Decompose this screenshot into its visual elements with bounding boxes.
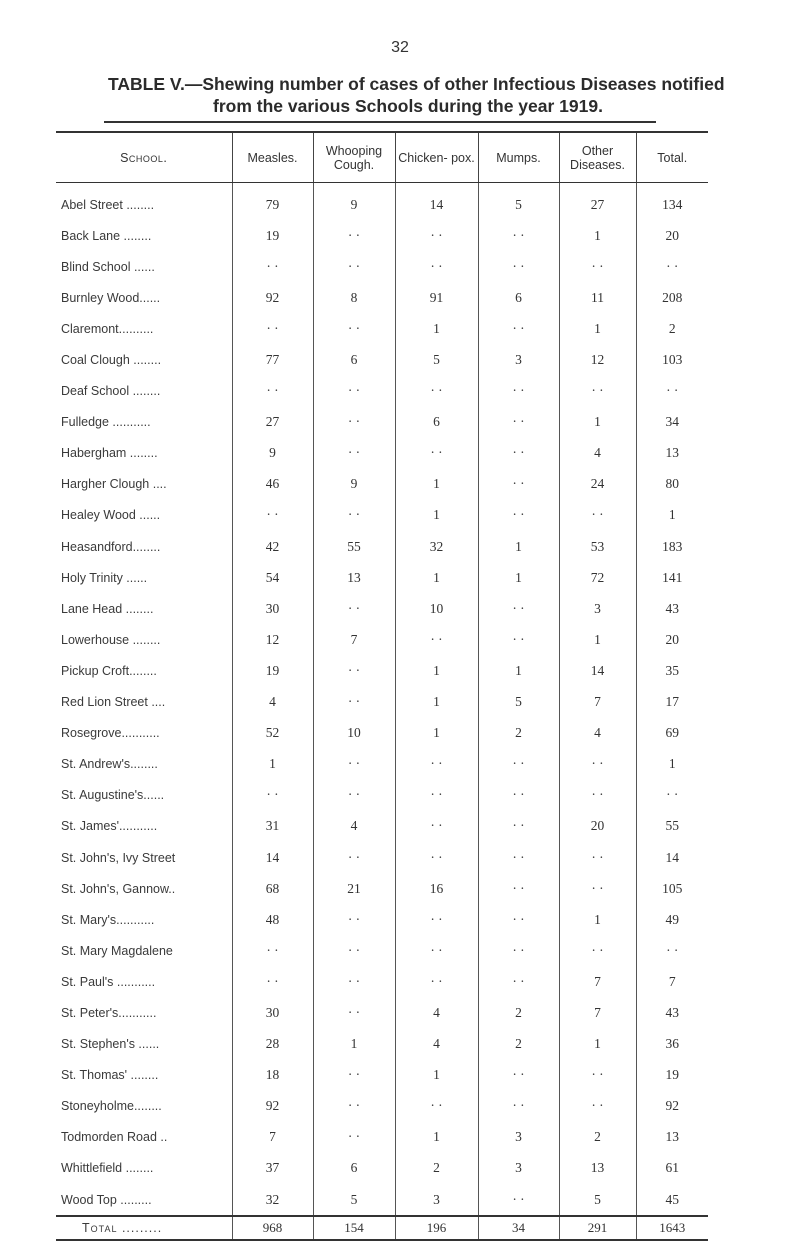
measles-cell: 48 xyxy=(232,904,313,935)
chicken-pox-cell: 2 xyxy=(395,1153,478,1184)
total-mumps: 34 xyxy=(478,1216,559,1240)
total-cell: 103 xyxy=(636,344,708,375)
other-diseases-cell: 7 xyxy=(559,687,636,718)
school-name-cell: St. Thomas' ........ xyxy=(61,1068,159,1083)
mumps-cell: 1 xyxy=(478,562,559,593)
total-cell: 183 xyxy=(636,531,708,562)
whooping-cough-cell: · · xyxy=(313,376,395,407)
measles-cell: 30 xyxy=(232,997,313,1028)
table-row xyxy=(56,873,708,904)
header-total: Total. xyxy=(636,132,708,183)
table-row xyxy=(56,1122,708,1153)
school-name-cell: Red Lion Street .... xyxy=(61,695,166,710)
whooping-cough-cell: · · xyxy=(313,1122,395,1153)
school-name-cell: Wood Top ......... xyxy=(61,1192,152,1207)
school-name-cell: St. Peter's........... xyxy=(61,1005,157,1020)
chicken-pox-cell: · · xyxy=(395,251,478,282)
chicken-pox-cell: · · xyxy=(395,624,478,655)
other-diseases-cell: · · xyxy=(559,935,636,966)
mumps-cell: · · xyxy=(478,251,559,282)
total-cell: 43 xyxy=(636,997,708,1028)
total-whooping-cough: 154 xyxy=(313,1216,395,1240)
chicken-pox-cell: 91 xyxy=(395,282,478,313)
school-name-cell: Habergham ........ xyxy=(61,446,158,461)
other-diseases-cell: 12 xyxy=(559,344,636,375)
other-diseases-cell: 5 xyxy=(559,1184,636,1216)
school-name-cell: Deaf School ........ xyxy=(61,384,161,399)
measles-cell: 9 xyxy=(232,438,313,469)
measles-cell: · · xyxy=(232,500,313,531)
measles-cell: 46 xyxy=(232,469,313,500)
table-row xyxy=(56,438,708,469)
chicken-pox-cell: 1 xyxy=(395,718,478,749)
other-diseases-cell: 53 xyxy=(559,531,636,562)
total-cell: 49 xyxy=(636,904,708,935)
other-diseases-cell: · · xyxy=(559,1060,636,1091)
table-row xyxy=(56,780,708,811)
chicken-pox-cell: 1 xyxy=(395,1060,478,1091)
school-name-cell: Stoneyholme........ xyxy=(61,1099,162,1114)
chicken-pox-cell: 1 xyxy=(395,500,478,531)
mumps-cell: · · xyxy=(478,935,559,966)
mumps-cell: · · xyxy=(478,966,559,997)
school-name-cell: Lane Head ........ xyxy=(61,601,154,616)
mumps-cell: 6 xyxy=(478,282,559,313)
school-name-cell: St. Stephen's ...... xyxy=(61,1037,160,1052)
measles-cell: 19 xyxy=(232,655,313,686)
header-mumps: Mumps. xyxy=(478,132,559,183)
school-name-cell: Blind School ...... xyxy=(61,259,155,274)
school-name-cell: Pickup Croft........ xyxy=(61,663,157,678)
other-diseases-cell: 4 xyxy=(559,438,636,469)
table-row xyxy=(56,1029,708,1060)
table-row xyxy=(56,562,708,593)
other-diseases-cell: 14 xyxy=(559,655,636,686)
table-row xyxy=(56,1153,708,1184)
total-chicken-pox: 196 xyxy=(395,1216,478,1240)
chicken-pox-cell: · · xyxy=(395,220,478,251)
table-row xyxy=(56,593,708,624)
mumps-cell: · · xyxy=(478,438,559,469)
other-diseases-cell: · · xyxy=(559,749,636,780)
chicken-pox-cell: 1 xyxy=(395,313,478,344)
whooping-cough-cell: · · xyxy=(313,1091,395,1122)
school-name-cell: St. John's, Gannow.. xyxy=(61,881,176,896)
total-cell: 92 xyxy=(636,1091,708,1122)
whooping-cough-cell: 9 xyxy=(313,183,395,221)
mumps-cell: · · xyxy=(478,904,559,935)
header-school: School. xyxy=(56,132,232,183)
total-cell: 34 xyxy=(636,407,708,438)
measles-cell: 19 xyxy=(232,220,313,251)
whooping-cough-cell: · · xyxy=(313,500,395,531)
school-name-cell: Todmorden Road .. xyxy=(61,1130,168,1145)
infectious-diseases-table xyxy=(56,131,708,1241)
mumps-cell: · · xyxy=(478,500,559,531)
total-cell: 1 xyxy=(636,749,708,780)
whooping-cough-cell: 6 xyxy=(313,344,395,375)
table-row xyxy=(56,531,708,562)
whooping-cough-cell: 7 xyxy=(313,624,395,655)
school-name-cell: St. John's, Ivy Street xyxy=(61,850,176,865)
header-row xyxy=(56,132,708,183)
chicken-pox-cell: 16 xyxy=(395,873,478,904)
other-diseases-cell: 72 xyxy=(559,562,636,593)
total-other-diseases: 291 xyxy=(559,1216,636,1240)
table-row xyxy=(56,251,708,282)
mumps-cell: 5 xyxy=(478,183,559,221)
mumps-cell: · · xyxy=(478,1060,559,1091)
measles-cell: · · xyxy=(232,313,313,344)
mumps-cell: · · xyxy=(478,749,559,780)
school-name-cell: Whittlefield ........ xyxy=(61,1161,154,1176)
measles-cell: 7 xyxy=(232,1122,313,1153)
mumps-cell: 2 xyxy=(478,1029,559,1060)
school-name-cell: Fulledge ........... xyxy=(61,415,151,430)
measles-cell: 77 xyxy=(232,344,313,375)
total-cell: 61 xyxy=(636,1153,708,1184)
mumps-cell: 1 xyxy=(478,531,559,562)
total-cell: · · xyxy=(636,935,708,966)
chicken-pox-cell: 1 xyxy=(395,687,478,718)
school-name-cell: Hargher Clough .... xyxy=(61,477,167,492)
chicken-pox-cell: 1 xyxy=(395,469,478,500)
table-row xyxy=(56,997,708,1028)
total-measles: 968 xyxy=(232,1216,313,1240)
header-measles: Measles. xyxy=(232,132,313,183)
table-row xyxy=(56,376,708,407)
table-row xyxy=(56,624,708,655)
table-title xyxy=(108,73,748,117)
other-diseases-cell: 7 xyxy=(559,966,636,997)
other-diseases-cell: · · xyxy=(559,251,636,282)
other-diseases-cell: · · xyxy=(559,376,636,407)
mumps-cell: 3 xyxy=(478,1153,559,1184)
other-diseases-cell: 13 xyxy=(559,1153,636,1184)
table-row xyxy=(56,718,708,749)
total-cell: 69 xyxy=(636,718,708,749)
total-cell: 20 xyxy=(636,624,708,655)
total-cell: 7 xyxy=(636,966,708,997)
whooping-cough-cell: · · xyxy=(313,593,395,624)
chicken-pox-cell: · · xyxy=(395,935,478,966)
mumps-cell: · · xyxy=(478,873,559,904)
school-name-cell: Abel Street ........ xyxy=(61,197,155,212)
school-name-cell: Coal Clough ........ xyxy=(61,353,162,368)
whooping-cough-cell: · · xyxy=(313,842,395,873)
measles-cell: · · xyxy=(232,780,313,811)
school-name-cell: Lowerhouse ........ xyxy=(61,632,161,647)
total-label: Total ......... xyxy=(56,1216,232,1240)
measles-cell: · · xyxy=(232,966,313,997)
mumps-cell: · · xyxy=(478,220,559,251)
measles-cell: 92 xyxy=(232,1091,313,1122)
table-row xyxy=(56,842,708,873)
measles-cell: 52 xyxy=(232,718,313,749)
chicken-pox-cell: 10 xyxy=(395,593,478,624)
whooping-cough-cell: 5 xyxy=(313,1184,395,1216)
table-title-line-1: TABLE V.—Shewing number of cases of other Infectious Diseases notified xyxy=(108,74,725,94)
measles-cell: 18 xyxy=(232,1060,313,1091)
measles-cell: 37 xyxy=(232,1153,313,1184)
total-cell: 43 xyxy=(636,593,708,624)
mumps-cell: · · xyxy=(478,313,559,344)
whooping-cough-cell: 55 xyxy=(313,531,395,562)
chicken-pox-cell: · · xyxy=(395,780,478,811)
other-diseases-cell: · · xyxy=(559,1091,636,1122)
school-name-cell: St. Mary Magdalene xyxy=(61,943,173,958)
title-rule xyxy=(104,121,656,123)
chicken-pox-cell: · · xyxy=(395,842,478,873)
total-cell: 13 xyxy=(636,438,708,469)
whooping-cough-cell: · · xyxy=(313,407,395,438)
header-chicken-pox: Chicken- pox. xyxy=(395,132,478,183)
table-row xyxy=(56,655,708,686)
other-diseases-cell: 1 xyxy=(559,904,636,935)
other-diseases-cell: 1 xyxy=(559,313,636,344)
table-row xyxy=(56,966,708,997)
whooping-cough-cell: 9 xyxy=(313,469,395,500)
mumps-cell: 1 xyxy=(478,655,559,686)
whooping-cough-cell: · · xyxy=(313,904,395,935)
chicken-pox-cell: 4 xyxy=(395,997,478,1028)
mumps-cell: · · xyxy=(478,469,559,500)
whooping-cough-cell: 13 xyxy=(313,562,395,593)
whooping-cough-cell: 10 xyxy=(313,718,395,749)
total-cell: 134 xyxy=(636,183,708,221)
total-cell: 36 xyxy=(636,1029,708,1060)
measles-cell: 32 xyxy=(232,1184,313,1216)
chicken-pox-cell: · · xyxy=(395,749,478,780)
page-number: 32 xyxy=(391,39,409,56)
mumps-cell: 5 xyxy=(478,687,559,718)
measles-cell: · · xyxy=(232,935,313,966)
mumps-cell: · · xyxy=(478,407,559,438)
total-cell: 80 xyxy=(636,469,708,500)
table-row xyxy=(56,1091,708,1122)
chicken-pox-cell: · · xyxy=(395,811,478,842)
other-diseases-cell: 11 xyxy=(559,282,636,313)
measles-cell: 12 xyxy=(232,624,313,655)
table-row xyxy=(56,749,708,780)
whooping-cough-cell: · · xyxy=(313,1060,395,1091)
table-row xyxy=(56,687,708,718)
mumps-cell: · · xyxy=(478,624,559,655)
total-cell: 1 xyxy=(636,500,708,531)
whooping-cough-cell: 4 xyxy=(313,811,395,842)
whooping-cough-cell: · · xyxy=(313,655,395,686)
whooping-cough-cell: · · xyxy=(313,780,395,811)
other-diseases-cell: · · xyxy=(559,780,636,811)
total-cell: 14 xyxy=(636,842,708,873)
chicken-pox-cell: · · xyxy=(395,966,478,997)
measles-cell: 92 xyxy=(232,282,313,313)
other-diseases-cell: 4 xyxy=(559,718,636,749)
table-row xyxy=(56,469,708,500)
school-name-cell: Healey Wood ...... xyxy=(61,508,161,523)
mumps-cell: · · xyxy=(478,1184,559,1216)
table-row xyxy=(56,811,708,842)
whooping-cough-cell: 8 xyxy=(313,282,395,313)
school-name-cell: Rosegrove........... xyxy=(61,726,160,741)
other-diseases-cell: 27 xyxy=(559,183,636,221)
chicken-pox-cell: · · xyxy=(395,376,478,407)
mumps-cell: · · xyxy=(478,780,559,811)
table-title-line-2: from the various Schools during the year 1919. xyxy=(213,96,603,116)
total-cell: · · xyxy=(636,780,708,811)
chicken-pox-cell: 1 xyxy=(395,655,478,686)
whooping-cough-cell: 6 xyxy=(313,1153,395,1184)
whooping-cough-cell: · · xyxy=(313,749,395,780)
measles-cell: 42 xyxy=(232,531,313,562)
measles-cell: · · xyxy=(232,376,313,407)
total-cell: 19 xyxy=(636,1060,708,1091)
measles-cell: 79 xyxy=(232,183,313,221)
whooping-cough-cell: · · xyxy=(313,251,395,282)
table-row xyxy=(56,407,708,438)
other-diseases-cell: · · xyxy=(559,500,636,531)
header-other-diseases: Other Diseases. xyxy=(559,132,636,183)
mumps-cell: · · xyxy=(478,842,559,873)
table-row xyxy=(56,313,708,344)
chicken-pox-cell: 4 xyxy=(395,1029,478,1060)
table-row xyxy=(56,220,708,251)
total-cell: 45 xyxy=(636,1184,708,1216)
other-diseases-cell: 1 xyxy=(559,1029,636,1060)
school-name-cell: St. Paul's ........... xyxy=(61,974,156,989)
table-row xyxy=(56,1060,708,1091)
school-name-cell: St. James'........... xyxy=(61,819,158,834)
chicken-pox-cell: 1 xyxy=(395,1122,478,1153)
other-diseases-cell: 1 xyxy=(559,624,636,655)
table-row xyxy=(56,1184,708,1216)
school-name-cell: St. Mary's........... xyxy=(61,912,155,927)
whooping-cough-cell: · · xyxy=(313,438,395,469)
chicken-pox-cell: 5 xyxy=(395,344,478,375)
other-diseases-cell: 3 xyxy=(559,593,636,624)
whooping-cough-cell: · · xyxy=(313,997,395,1028)
table-row xyxy=(56,935,708,966)
whooping-cough-cell: · · xyxy=(313,313,395,344)
chicken-pox-cell: 6 xyxy=(395,407,478,438)
school-name-cell: St. Augustine's...... xyxy=(61,788,165,803)
table-row xyxy=(56,344,708,375)
total-cell: 20 xyxy=(636,220,708,251)
total-cell: · · xyxy=(636,376,708,407)
table-row xyxy=(56,500,708,531)
total-cell: 141 xyxy=(636,562,708,593)
total-cell: 105 xyxy=(636,873,708,904)
mumps-cell: 3 xyxy=(478,344,559,375)
measles-cell: 27 xyxy=(232,407,313,438)
table-row xyxy=(56,904,708,935)
measles-cell: 31 xyxy=(232,811,313,842)
other-diseases-cell: 7 xyxy=(559,997,636,1028)
mumps-cell: 2 xyxy=(478,997,559,1028)
measles-cell: 4 xyxy=(232,687,313,718)
measles-cell: 28 xyxy=(232,1029,313,1060)
other-diseases-cell: 2 xyxy=(559,1122,636,1153)
mumps-cell: · · xyxy=(478,811,559,842)
other-diseases-cell: · · xyxy=(559,873,636,904)
total-cell: 17 xyxy=(636,687,708,718)
whooping-cough-cell: · · xyxy=(313,687,395,718)
whooping-cough-cell: 21 xyxy=(313,873,395,904)
whooping-cough-cell: · · xyxy=(313,935,395,966)
chicken-pox-cell: 14 xyxy=(395,183,478,221)
total-total: 1643 xyxy=(636,1216,708,1240)
table-row xyxy=(56,282,708,313)
chicken-pox-cell: 32 xyxy=(395,531,478,562)
school-name-cell: Claremont.......... xyxy=(61,321,154,336)
mumps-cell: 3 xyxy=(478,1122,559,1153)
measles-cell: 30 xyxy=(232,593,313,624)
chicken-pox-cell: · · xyxy=(395,1091,478,1122)
total-cell: 208 xyxy=(636,282,708,313)
other-diseases-cell: · · xyxy=(559,842,636,873)
chicken-pox-cell: 3 xyxy=(395,1184,478,1216)
school-name-cell: Holy Trinity ...... xyxy=(61,570,148,585)
table-row xyxy=(56,183,708,221)
school-name-cell: Burnley Wood...... xyxy=(61,290,161,305)
mumps-cell: 2 xyxy=(478,718,559,749)
other-diseases-cell: 20 xyxy=(559,811,636,842)
whooping-cough-cell: 1 xyxy=(313,1029,395,1060)
mumps-cell: · · xyxy=(478,1091,559,1122)
whooping-cough-cell: · · xyxy=(313,220,395,251)
mumps-cell: · · xyxy=(478,593,559,624)
measles-cell: 68 xyxy=(232,873,313,904)
chicken-pox-cell: 1 xyxy=(395,562,478,593)
total-cell: · · xyxy=(636,251,708,282)
mumps-cell: · · xyxy=(478,376,559,407)
total-row xyxy=(56,1216,708,1240)
school-name-cell: Heasandford........ xyxy=(61,539,161,554)
measles-cell: · · xyxy=(232,251,313,282)
header-whooping-cough: Whooping Cough. xyxy=(313,132,395,183)
chicken-pox-cell: · · xyxy=(395,904,478,935)
whooping-cough-cell: · · xyxy=(313,966,395,997)
other-diseases-cell: 1 xyxy=(559,407,636,438)
chicken-pox-cell: · · xyxy=(395,438,478,469)
total-cell: 2 xyxy=(636,313,708,344)
total-cell: 13 xyxy=(636,1122,708,1153)
measles-cell: 14 xyxy=(232,842,313,873)
total-cell: 35 xyxy=(636,655,708,686)
total-cell: 55 xyxy=(636,811,708,842)
school-name-cell: Back Lane ........ xyxy=(61,228,152,243)
other-diseases-cell: 24 xyxy=(559,469,636,500)
measles-cell: 54 xyxy=(232,562,313,593)
school-name-cell: St. Andrew's........ xyxy=(61,757,158,772)
measles-cell: 1 xyxy=(232,749,313,780)
other-diseases-cell: 1 xyxy=(559,220,636,251)
